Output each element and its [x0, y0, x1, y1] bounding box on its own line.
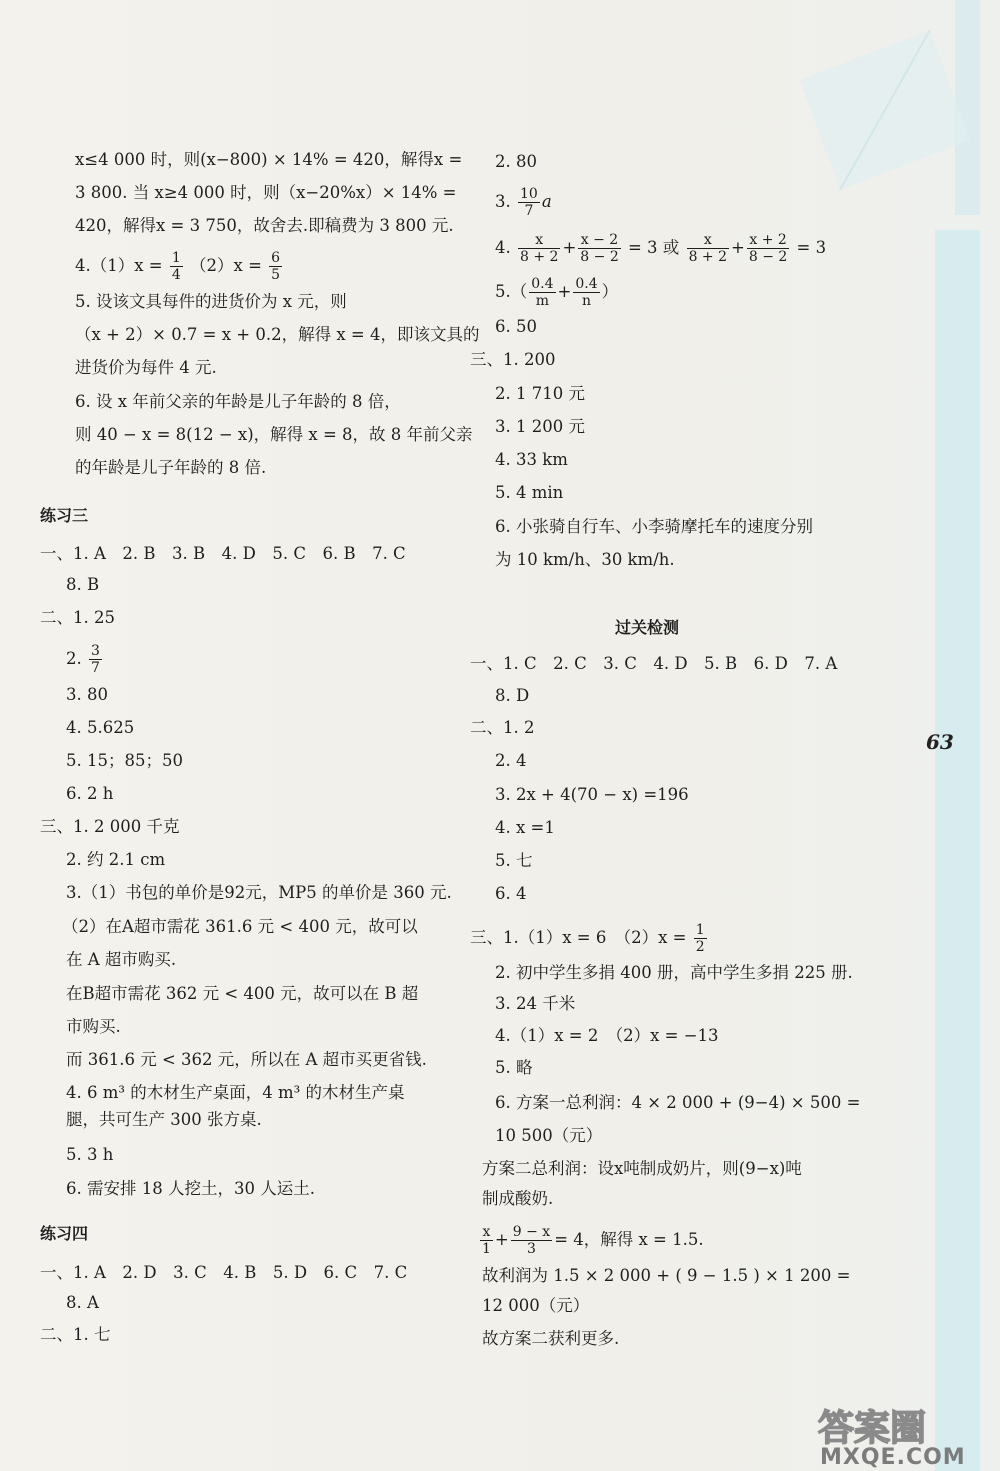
- answer-line: 二、1. 七: [40, 1325, 111, 1344]
- answer-line: 6. 4: [495, 884, 527, 903]
- answer-line: 为 10 km/h、30 km/h.: [495, 550, 675, 569]
- answer-line: 3. 24 千米: [495, 994, 576, 1013]
- answer-line: 6. 小张骑自行车、小李骑摩托车的速度分别: [495, 517, 813, 536]
- denominator: 3: [527, 1241, 536, 1257]
- answer-line: 2. 约 2.1 cm: [66, 850, 166, 869]
- answer-line: 3.（1）书包的单价是92元，MP5 的单价是 360 元.: [66, 883, 452, 902]
- answer-line: 三、1. 200: [470, 350, 556, 369]
- numerator: 10: [520, 186, 538, 202]
- numerator: x: [518, 232, 560, 249]
- watermark-site: MXQE.COM: [820, 1445, 966, 1470]
- text-span: 三、1.（1）x = 6 （2）x =: [470, 928, 687, 947]
- text-span: = 3 或: [627, 238, 680, 257]
- numerator: x: [687, 232, 729, 249]
- answer-line: 6. 方案一总利润：4 × 2 000 + (9−4) × 500 =: [495, 1093, 861, 1112]
- answer-line: 2. 4: [495, 751, 527, 770]
- numerator: x + 2: [747, 232, 789, 249]
- answer-line: 一、1. A 2. D 3. C 4. B 5. D 6. C 7. C: [40, 1263, 408, 1282]
- text-line: 则 40 − x = 8(12 − x)，解得 x = 8，故 8 年前父亲: [75, 425, 473, 444]
- numerator: 0.4: [575, 276, 598, 292]
- denominator: 1: [482, 1241, 491, 1257]
- page-number: 63: [926, 730, 954, 754]
- fraction: [747, 232, 789, 265]
- answer-line: 6. 需安排 18 人挖土，30 人运土.: [66, 1179, 315, 1198]
- section-title: 练习四: [40, 1224, 89, 1243]
- answer-line: 故方案二获利更多.: [482, 1329, 620, 1348]
- answer-line: 5. 3 h: [66, 1145, 114, 1164]
- text-line: [75, 250, 284, 283]
- fraction: [269, 250, 282, 283]
- text-line: 6. 设 x 年前父亲的年龄是儿子年龄的 8 倍，: [75, 392, 401, 411]
- denominator: m: [535, 293, 550, 309]
- answer-line: 5.（ $\frac{0.4}{m}$ + $\frac{0.4}{n}$ ）: [495, 276, 619, 309]
- answer-line: 2. 1 710 元: [495, 384, 585, 403]
- answer-line: 4. x =1: [495, 818, 555, 837]
- answer-line: [495, 186, 552, 219]
- denominator: 5: [271, 267, 281, 283]
- answer-line: 二、1. 25: [40, 608, 115, 627]
- text-span: 4.: [495, 238, 511, 257]
- fraction: [578, 232, 620, 265]
- fraction: [687, 232, 729, 265]
- denominator: n: [581, 293, 591, 309]
- answer-line: 4. $\frac{x}{8 + 2}$ + $\frac{x - 2}{8 - 2}$ = 3 或 $\frac{x}{8 + 2}$ + $\frac{x + 2}{8 - 2}$ = 3: [495, 232, 827, 265]
- answer-line: 制成酸奶.: [482, 1189, 554, 1208]
- text-span: （2）x =: [190, 256, 262, 275]
- text-span: 5.（: [495, 282, 528, 301]
- numerator: 6: [271, 250, 281, 266]
- text-line: 3 800. 当 x≥4 000 时，则（x−20%x）× 14% =: [75, 183, 457, 202]
- section-title: 过关检测: [615, 618, 680, 637]
- text-span: 2.: [66, 649, 82, 668]
- section-title: 练习三: [40, 506, 89, 525]
- numerator: x: [480, 1224, 493, 1241]
- text-line: （x + 2）× 0.7 = x + 0.2，解得 x = 4，即该文具的: [75, 325, 480, 344]
- numerator: x − 2: [578, 232, 620, 249]
- denominator: 7: [91, 660, 100, 676]
- text-span: = 4，解得 x = 1.5.: [554, 1230, 704, 1249]
- text-span: = 3: [796, 238, 827, 257]
- decorative-band: [935, 230, 980, 1471]
- answer-line: 5. 七: [495, 851, 533, 870]
- answer-line: 10 500（元）: [495, 1126, 603, 1145]
- answer-line: 8. B: [66, 575, 100, 594]
- fraction: [573, 276, 599, 309]
- denominator: 8 − 2: [748, 249, 788, 265]
- answer-line: 8. D: [495, 686, 530, 705]
- numerator: 0.4: [531, 276, 554, 292]
- answer-line: 6. 2 h: [66, 784, 114, 803]
- answer-line: 一、1. A 2. B 3. B 4. D 5. C 6. B 7. C: [40, 544, 406, 563]
- fraction: [518, 186, 540, 219]
- answer-line: 4. 33 km: [495, 450, 568, 469]
- text-span: ）: [601, 282, 619, 301]
- answer-line: 2. 80: [495, 152, 537, 171]
- text-line: 5. 设该文具每件的进货价为 x 元，则: [75, 292, 347, 311]
- answer-line: 4.（1）x = 2 （2）x = −13: [495, 1026, 719, 1045]
- text-line: 420，解得x = 3 750，故舍去.即稿费为 3 800 元.: [75, 216, 454, 235]
- text-line: x≤4 000 时，则(x−800) × 14% = 420，解得x =: [75, 150, 463, 169]
- answer-line: 3. 80: [66, 685, 108, 704]
- denominator: 8 + 2: [688, 249, 728, 265]
- denominator: 2: [695, 939, 705, 955]
- fraction: [480, 1224, 493, 1257]
- fraction: [529, 276, 555, 309]
- fraction: [170, 250, 183, 283]
- text-span: 4.（1）x =: [75, 256, 163, 275]
- denominator: 7: [524, 203, 534, 219]
- answer-line: 4. 5.625: [66, 718, 135, 737]
- answer-line: 方案二总利润：设x吨制成奶片，则(9−x)吨: [482, 1159, 802, 1178]
- answer-line: 而 361.6 元 < 362 元，所以在 A 超市买更省钱.: [66, 1050, 427, 1069]
- denominator: 8 + 2: [520, 249, 559, 265]
- answer-line: 5. 4 min: [495, 483, 564, 502]
- numerator: 1: [695, 922, 705, 938]
- answer-line: 5. 15；85；50: [66, 751, 183, 770]
- fraction: [89, 643, 102, 676]
- text-line: 进货价为每件 4 元.: [75, 358, 217, 377]
- answer-line: 二、1. 2: [470, 718, 535, 737]
- numerator: 3: [91, 643, 100, 659]
- fraction: [518, 232, 560, 265]
- answer-line: （2）在A超市需花 361.6 元 < 400 元，故可以: [62, 917, 418, 936]
- text-line: 的年龄是儿子年龄的 8 倍.: [75, 458, 267, 477]
- answer-line: 8. A: [66, 1293, 99, 1312]
- kite-decoration: [780, 20, 980, 200]
- answer-line: 故利润为 1.5 × 2 000 + ( 9 − 1.5 ) × 1 200 =: [482, 1266, 851, 1285]
- denominator: 8 − 2: [580, 249, 619, 265]
- answer-line: [66, 643, 104, 676]
- fraction: [694, 922, 707, 955]
- answer-line: 市购买.: [66, 1017, 121, 1036]
- answer-line: 12 000（元）: [482, 1296, 590, 1315]
- denominator: 4: [171, 267, 181, 283]
- numerator: 1: [171, 250, 181, 266]
- text-span: 3.: [495, 192, 511, 211]
- answer-line: 3. 1 200 元: [495, 417, 585, 436]
- answer-line: 腿，共可生产 300 张方桌.: [66, 1110, 262, 1129]
- answer-line: 三、1. 2 000 千克: [40, 817, 180, 836]
- answer-line: 4. 6 m³ 的木材生产桌面，4 m³ 的木材生产桌: [66, 1083, 405, 1102]
- answer-line: 3. 2x + 4(70 − x) =196: [495, 785, 689, 804]
- variable: a: [541, 192, 552, 211]
- answer-line: 一、1. C 2. C 3. C 4. D 5. B 6. D 7. A: [470, 654, 838, 673]
- fraction: [511, 1224, 552, 1257]
- answer-line: 6. 50: [495, 317, 537, 336]
- answer-line: 在B超市需花 362 元 < 400 元，故可以在 B 超: [66, 984, 419, 1003]
- watermark-logo: 答案圈: [818, 1408, 927, 1449]
- answer-line: 5. 略: [495, 1058, 533, 1077]
- answer-line: [470, 922, 709, 955]
- answer-line: 2. 初中学生多捐 400 册，高中学生多捐 225 册.: [495, 963, 853, 982]
- answer-line: $\frac{x}{1}$ + $\frac{9 - x}{3}$ = 4，解得 x = 1.5.: [482, 1224, 704, 1257]
- numerator: 9 − x: [512, 1224, 551, 1240]
- answer-line: 在 A 超市购买.: [66, 950, 177, 969]
